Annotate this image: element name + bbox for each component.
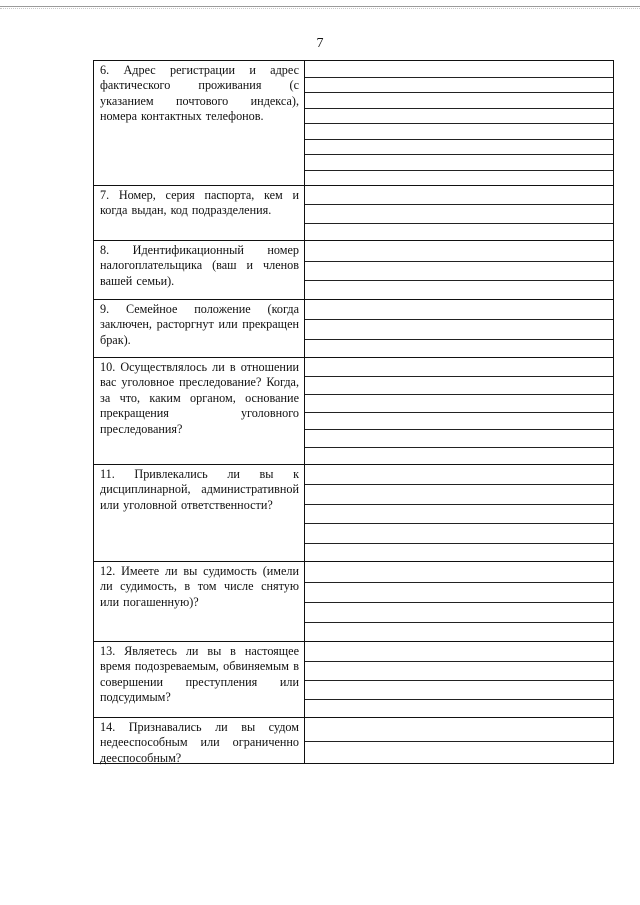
question-row-14 — [94, 717, 613, 763]
answer-6-field[interactable] — [305, 61, 613, 185]
answer-line — [305, 394, 613, 395]
question-row-7 — [94, 185, 613, 240]
question-9-text: 9. Семейное положение (когда заключен, расторгнут или прекращен брак). — [94, 300, 305, 357]
question-row-13 — [94, 641, 613, 717]
question-14-text: 14. Признавались ли вы судом недееспособным или ограниченно дееспособным? — [94, 718, 305, 763]
scan-top-edge — [0, 0, 640, 7]
question-10-text: 10. Осуществлялось ли в отношении вас уголовное преследование? Когда, за что, каким органом, основание прекращения уголовного преследования? — [94, 358, 305, 464]
answer-12-field[interactable] — [305, 562, 613, 641]
answer-line — [305, 523, 613, 524]
answer-line — [305, 622, 613, 623]
answer-line — [305, 680, 613, 681]
answer-line — [305, 376, 613, 377]
answer-line — [305, 92, 613, 93]
answer-line — [305, 108, 613, 109]
answer-line — [305, 602, 613, 603]
answer-line — [305, 741, 613, 742]
answer-line — [305, 484, 613, 485]
answer-line — [305, 280, 613, 281]
answer-line — [305, 319, 613, 320]
answer-line — [305, 223, 613, 224]
answer-line — [305, 504, 613, 505]
question-12-text: 12. Имеете ли вы судимость (имели ли судимость, в том числе снятую или погашенную)? — [94, 562, 305, 641]
answer-line — [305, 429, 613, 430]
answer-8-field[interactable] — [305, 241, 613, 299]
answer-13-field[interactable] — [305, 642, 613, 717]
question-11-text: 11. Привлекались ли вы к дисциплинарной, административной или уголовной ответственности? — [94, 465, 305, 561]
questionnaire-table — [93, 60, 614, 764]
question-row-11 — [94, 464, 613, 561]
answer-line — [305, 139, 613, 140]
question-row-8 — [94, 240, 613, 299]
answer-11-field[interactable] — [305, 465, 613, 561]
answer-9-field[interactable] — [305, 300, 613, 357]
question-6-text: 6. Адрес регистрации и адрес фактического проживания (с указанием почтового индекса), номера контактных телефонов. — [94, 61, 305, 185]
answer-line — [305, 261, 613, 262]
answer-line — [305, 699, 613, 700]
question-row-10 — [94, 357, 613, 464]
answer-line — [305, 170, 613, 171]
answer-line — [305, 154, 613, 155]
answer-line — [305, 661, 613, 662]
answer-line — [305, 447, 613, 448]
page-number: 7 — [316, 36, 324, 51]
answer-line — [305, 204, 613, 205]
answer-7-field[interactable] — [305, 186, 613, 240]
question-13-text: 13. Являетесь ли вы в настоящее время подозреваемым, обвиняемым в совершении преступления или подсудимым? — [94, 642, 305, 717]
answer-10-field[interactable] — [305, 358, 613, 464]
answer-14-field[interactable] — [305, 718, 613, 763]
question-row-9 — [94, 299, 613, 357]
question-8-text: 8. Идентификационный номер налогоплательщика (ваш и членов вашей семьи). — [94, 241, 305, 299]
question-row-6 — [94, 61, 613, 185]
answer-line — [305, 582, 613, 583]
answer-line — [305, 123, 613, 124]
answer-line — [305, 77, 613, 78]
question-row-12 — [94, 561, 613, 641]
answer-line — [305, 543, 613, 544]
answer-line — [305, 339, 613, 340]
answer-line — [305, 412, 613, 413]
question-7-text: 7. Номер, серия паспорта, кем и когда выдан, код подразделения. — [94, 186, 305, 240]
